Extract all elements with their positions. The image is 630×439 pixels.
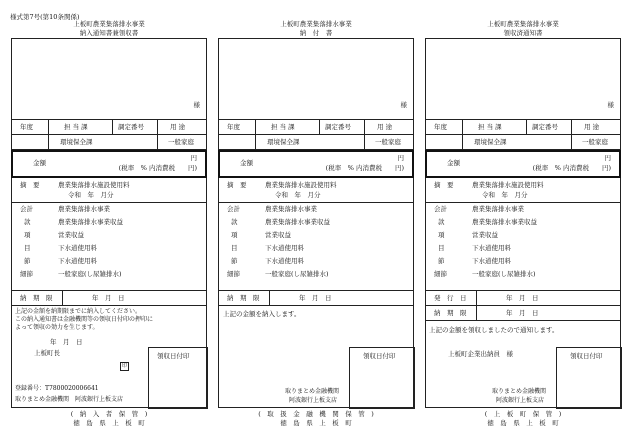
slip1-acct-label-4: 節 [24,257,31,265]
slip2-acct-label-1: 款 [231,218,238,226]
slip1-acct-value-4: 下水道使用料 [58,257,97,265]
slip3-bank2: 阿波銀行上板支店 [496,397,545,404]
slip2-use-label: 用 途 [377,123,393,131]
slip3-header [425,20,621,38]
slip2-acct-label-0: 会計 [227,205,240,213]
slip1-yen: 円 [190,154,197,162]
slip2-acct-label-2: 項 [231,231,238,239]
slip3-bank1: 取りまとめ金融機関 [492,388,547,395]
slip3-year-label: 年度 [434,123,447,131]
slip1-acct-label-0: 会計 [20,205,33,213]
slip3-title: 領収済通知書 [503,29,543,37]
slip3-amount-label: 金額 [447,159,460,167]
slip3-acct-value-3: 下水道使用料 [472,244,511,252]
slip1-msg2: この納入通知書は金融機関等の領収日付印の押印に [15,316,154,323]
slip2-header [218,20,414,38]
slip3-stamp-box [556,347,622,409]
slip3-acct-label-4: 節 [438,257,445,265]
slip3-footer-keeper: ( 上 板 町 保 管 ) [484,410,562,418]
slip1-deadline-label: 納 期 限 [20,294,53,302]
slip3-issue-value: 年 月 日 [506,294,539,302]
slip3-summary-value: 農業集落排水施設使用料 [472,181,544,189]
slip2-acct-label-4: 節 [231,257,238,265]
slip2-footer-keeper: ( 取 扱 金 融 機 関 保 管 ) [258,410,374,418]
slip2-stamp-label: 領収日付印 [363,352,396,360]
slip3-acct-label-1: 款 [438,218,445,226]
slip2-title: 納 付 書 [299,29,333,37]
slip1-header [11,20,207,38]
slip2-survey-label: 調定番号 [325,123,351,131]
slip1-tax-note: (税率 % 内消費税 円) [118,164,197,172]
slip1-summary-month: 令和 年 月分 [68,191,114,199]
slip1-survey-label: 調定番号 [118,123,144,131]
slip2-staff-label: 担 当 課 [271,123,295,131]
slip2-acct-value-5: 一般家庭(し尿雑排水) [265,270,329,278]
slip3-deadline-label: 納 期 限 [434,309,467,317]
slip3-footer-town: 徳 島 県 上 板 町 [487,419,559,427]
slip3-summary-label: 摘 要 [434,181,454,189]
slip2-amount-label: 金額 [240,159,253,167]
slip1-reg-no: 登録番号：T7800020006641 [15,385,99,392]
slip2-summary-label: 摘 要 [227,181,247,189]
slip1-stamp-box [148,347,208,409]
slip2-year-label: 年度 [227,123,240,131]
slip2-deadline-value: 年 月 日 [299,294,332,302]
slip3-summary-month: 令和 年 月分 [482,191,528,199]
slip3-acct-label-2: 項 [438,231,445,239]
slip2-footer [218,410,414,428]
slip3-acct-value-1: 農業集落排水事業収益 [472,218,537,226]
slip1-acct-value-5: 一般家庭(し尿雑排水) [58,270,122,278]
slip2-yen: 円 [397,154,404,162]
slip3-use-value: 一般家庭 [582,138,608,146]
slip2-summary-month: 令和 年 月分 [275,191,321,199]
slip3-stamp-label: 領収日付印 [570,352,603,360]
slip2-acct-value-2: 営業収益 [265,231,291,239]
slip1-acct-value-0: 農業集落排水事業 [58,205,110,213]
slip2-acct-label-5: 細節 [227,270,240,278]
slip3-tax-note: (税率 % 内消費税 円) [532,164,611,172]
slip1-acct-value-1: 農業集落排水事業収益 [58,218,123,226]
slip3-survey-label: 調定番号 [532,123,558,131]
slip2-org: 上板町農業集落排水事業 [280,20,352,28]
slip1-acct-label-3: 目 [24,244,31,252]
slip3-acct-label-0: 会計 [434,205,447,213]
slip2-payment [218,38,414,408]
slip2-stamp-box [349,347,415,409]
slip3-acct-value-5: 一般家庭(し尿雑排水) [472,270,536,278]
slip1-year-label: 年度 [20,123,33,131]
slip3-acct-label-5: 細節 [434,270,447,278]
slip3-footer [425,410,621,428]
slip3-acct-value-2: 営業収益 [472,231,498,239]
slip3-use-label: 用 途 [584,123,600,131]
slip1-mayor: 上板町長 [34,349,60,357]
slip1-msg1: 上記の金額を納期限までに納入してください。 [15,308,142,315]
slip3-dept: 環境保全課 [474,138,507,146]
slip3-issue-label: 発 行 日 [434,294,467,302]
slip1-date-line: 年 月 日 [50,338,83,346]
slip3-deadline-value: 年 月 日 [506,309,539,317]
slip1-acct-value-3: 下水道使用料 [58,244,97,252]
slip1-org: 上板町農業集落排水事業 [73,20,145,28]
slip2-bank2: 阿波銀行上板支店 [289,397,338,404]
slip3-acct-label-3: 目 [438,244,445,252]
slip1-sama: 様 [193,101,200,109]
slip1-acct-label-1: 款 [24,218,31,226]
slip3-amount-box [425,150,621,178]
slip2-footer-town: 徳 島 県 上 板 町 [280,419,352,427]
slip1-stamp-label: 領収日付印 [157,352,190,360]
slip1-receipt [11,38,207,408]
slip2-amount-box [218,150,414,178]
slip2-tax-note: (税率 % 内消費税 円) [325,164,404,172]
slip3-acct-value-4: 下水道使用料 [472,257,511,265]
slip1-dept: 環境保全課 [60,138,93,146]
slip2-dept: 環境保全課 [267,138,300,146]
slip1-footer-keeper: ( 納 入 者 保 管 ) [70,410,148,418]
slip2-sama: 様 [400,101,407,109]
slip3-notice [425,38,621,408]
slip2-acct-label-3: 目 [231,244,238,252]
slip2-use-value: 一般家庭 [375,138,401,146]
slip3-sama: 様 [607,101,614,109]
slip2-summary-value: 農業集落排水施設使用料 [265,181,337,189]
slip2-acct-value-3: 下水道使用料 [265,244,304,252]
slip1-amount-label: 金額 [33,159,46,167]
slip3-official: 上板町企業出納員 様 [448,350,513,358]
slip3-yen: 円 [604,154,611,162]
slip2-deadline-label: 納 期 限 [227,294,260,302]
slip2-msg1: 上記の金額を納入します。 [223,310,301,318]
slip1-title: 納入通知書兼領収書 [79,29,139,37]
slip3-msg1: 上記の金額を領収しましたので通知します。 [429,326,559,334]
slip1-use-value: 一般家庭 [168,138,194,146]
slip1-acct-label-2: 項 [24,231,31,239]
slip1-summary-value: 農業集落排水施設使用料 [58,181,130,189]
slip2-acct-value-1: 農業集落排水事業収益 [265,218,330,226]
slip1-summary-label: 摘 要 [20,181,40,189]
slip1-msg3: よって領収の効力を生じます。 [15,324,99,331]
slip1-acct-value-2: 営業収益 [58,231,84,239]
slip2-acct-value-0: 農業集落排水事業 [265,205,317,213]
slip1-bank: 取りまとめ金融機関 阿波銀行上板支店 [15,396,124,403]
slip1-footer-town: 徳 島 県 上 板 町 [73,419,145,427]
form-number: 様式第7号(第10条関係) [10,13,80,21]
slip3-org: 上板町農業集落排水事業 [487,20,559,28]
slip3-acct-value-0: 農業集落排水事業 [472,205,524,213]
slip1-deadline-value: 年 月 日 [92,294,125,302]
slip1-amount-box [11,150,207,178]
slip2-bank1: 取りまとめ金融機関 [285,388,340,395]
slip1-seal-mark: 印 [121,363,127,369]
slip1-staff-label: 担 当 課 [64,123,88,131]
slip1-use-label: 用 途 [170,123,186,131]
slip1-acct-label-5: 細節 [20,270,33,278]
slip3-staff-label: 担 当 課 [478,123,502,131]
slip1-footer [11,410,207,428]
slip2-acct-value-4: 下水道使用料 [265,257,304,265]
